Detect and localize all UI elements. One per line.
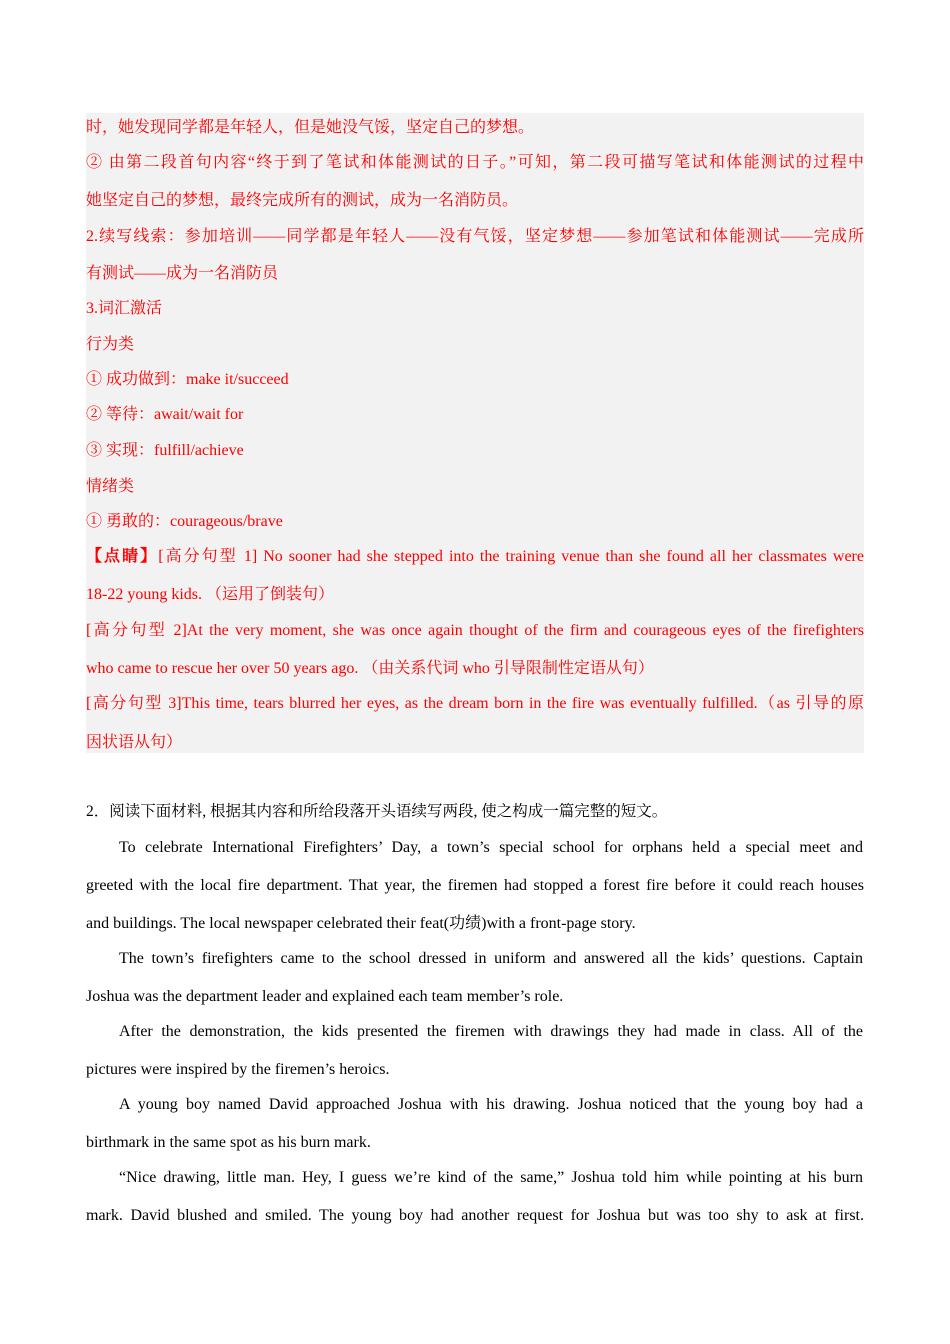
vocab-item: ① 勇敢的：courageous/brave bbox=[86, 513, 283, 530]
passage-line: birthmark in the same spot as his burn mark. bbox=[86, 1134, 371, 1151]
highlight-sentence-1-cont: 18-22 young kids. （运用了倒装句） bbox=[86, 586, 335, 603]
passage-line: “Nice drawing, little man. Hey, I guess we’re kind of the same,” Joshua told him while pointing at his burn bbox=[119, 1169, 863, 1186]
passage-line: and buildings. The local newspaper celebrated their feat(功绩)with a front-page story. bbox=[86, 915, 636, 932]
vocab-category: 情绪类 bbox=[86, 478, 135, 495]
passage-line: The town’s firefighters came to the school dressed in uniform and answered all the kids’ questions. Captain bbox=[119, 950, 863, 967]
passage-line: greeted with the local fire department. That year, the firemen had stopped a forest fire before it could reach houses bbox=[86, 877, 864, 894]
question-instruction: 2．阅读下面材料, 根据其内容和所给段落开头语续写两段, 使之构成一篇完整的短文。 bbox=[86, 803, 668, 820]
question-number: 2． bbox=[86, 803, 110, 820]
vocab-category: 行为类 bbox=[86, 336, 135, 353]
vocab-item: ③ 实现：fulfill/achieve bbox=[86, 442, 244, 459]
highlight-sentence-3: [高分句型 3]This time, tears blurred her eyes, as the dream born in the fire was eventually fulfilled.（as 引导的原 bbox=[86, 695, 864, 712]
passage-line: After the demonstration, the kids presented the firemen with drawings they had made in class. All of the bbox=[119, 1023, 863, 1040]
clue-line: 2.续写线索：参加培训——同学都是年轻人——没有气馁，坚定梦想——参加笔试和体能测试——完成所 bbox=[86, 228, 864, 245]
analysis-line: 时，她发现同学都是年轻人，但是她没气馁，坚定自己的梦想。 bbox=[86, 119, 535, 136]
analysis-line: 她坚定自己的梦想，最终完成所有的测试，成为一名消防员。 bbox=[86, 192, 519, 209]
passage-line: mark. David blushed and smiled. The young boy had another request for Joshua but was too shy to ask at first. bbox=[86, 1207, 864, 1224]
highlight-sentence-2: [高分句型 2]At the very moment, she was once again thought of the firm and courageous eyes of the firefighters bbox=[86, 622, 864, 639]
analysis-line: ② 由第二段首句内容“终于到了笔试和体能测试的日子。”可知，第二段可描写笔试和体能测试的过程中 bbox=[86, 154, 864, 171]
highlight-sentence-3-cont: 因状语从句） bbox=[86, 734, 183, 751]
highlight-label: 【点睛】 bbox=[86, 548, 159, 565]
passage-line: To celebrate International Firefighters’ Day, a town’s special school for orphans held a special meet and bbox=[119, 839, 863, 856]
vocab-item: ② 等待：await/wait for bbox=[86, 406, 244, 423]
passage-line: A young boy named David approached Joshua with his drawing. Joshua noticed that the young boy had a bbox=[119, 1096, 863, 1113]
vocab-item: ① 成功做到：make it/succeed bbox=[86, 371, 289, 388]
passage-line: Joshua was the department leader and explained each team member’s role. bbox=[86, 988, 564, 1005]
highlight-sentence-1: 【点睛】[高分句型 1] No sooner had she stepped into the training venue than she found all her classmates were bbox=[86, 548, 864, 565]
highlight-sentence-2-cont: who came to rescue her over 50 years ago. （由关系代词 who 引导限制性定语从句） bbox=[86, 660, 654, 677]
clue-line: 有测试——成为一名消防员 bbox=[86, 265, 279, 282]
passage-line: pictures were inspired by the firemen’s heroics. bbox=[86, 1061, 390, 1078]
vocab-heading: 3.词汇激活 bbox=[86, 300, 163, 317]
